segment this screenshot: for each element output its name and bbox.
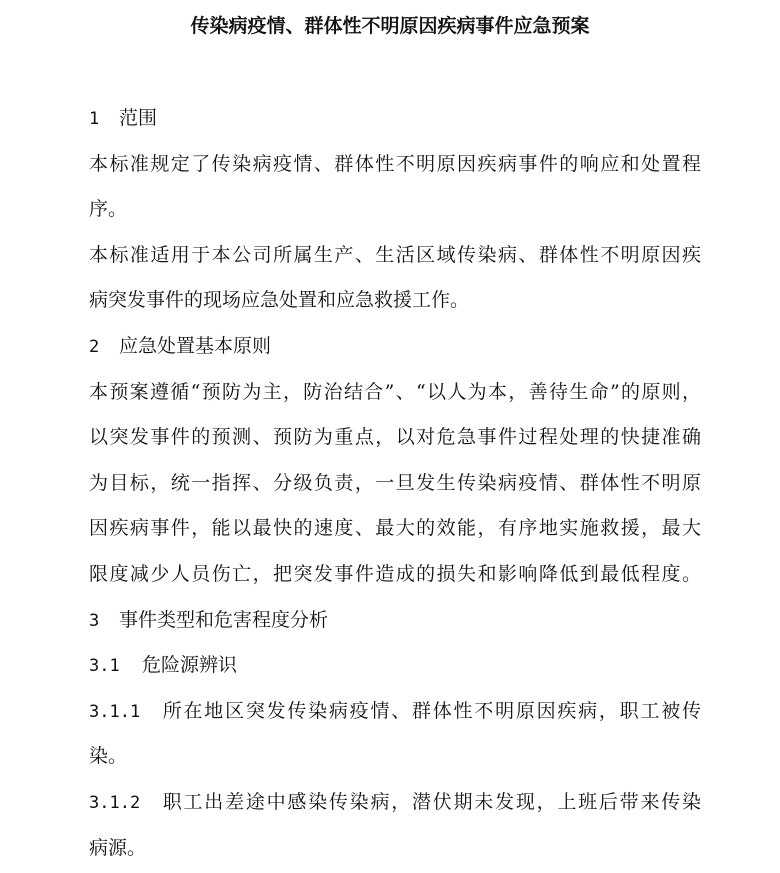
section-title: 应急处置基本原则 xyxy=(119,334,272,357)
paragraph-line: 限度减少人员伤亡，把突发事件造成的损失和影响降低到最低程度。 xyxy=(89,562,701,585)
section-title: 事件类型和危害程度分析 xyxy=(119,608,329,631)
paragraph-line: 染。 xyxy=(89,745,128,768)
paragraph-line: 为目标，统一指挥、分级负责，一旦发生传染病疫情、群体性不明原 xyxy=(89,471,701,494)
paragraph-line: 本标准适用于本公司所属生产、生活区域传染病、群体性不明原因疾 xyxy=(89,243,701,266)
document-body xyxy=(89,96,701,871)
paragraph-line: 以突发事件的预测、预防为重点，以对危急事件过程处理的快捷准确 xyxy=(89,426,701,449)
paragraph-line: 病源。 xyxy=(89,836,147,859)
paragraph-line: 序。 xyxy=(89,198,128,221)
clause-3-1-1 xyxy=(89,689,701,735)
section-2-heading xyxy=(89,324,701,370)
section-3-1-heading xyxy=(89,643,701,689)
clause-text: 所在地区突发传染病疫情、群体性不明原因疾病，职工被传 xyxy=(161,699,701,722)
section-title: 范围 xyxy=(119,107,158,129)
paragraph-line: 因疾病事件，能以最快的速度、最大的效能，有序地实施救援，最大 xyxy=(89,517,701,540)
clause-number: 3.1.1 xyxy=(89,701,141,722)
clause-3-1-2 xyxy=(89,780,701,826)
clause-text: 职工出差途中感染传染病，潜伏期未发现，上班后带来传染 xyxy=(161,790,701,813)
document-title: 传染病疫情、群体性不明原因疾病事件应急预案 xyxy=(190,15,590,37)
section-1-heading xyxy=(89,96,701,142)
section-number: 3.1 xyxy=(89,656,120,677)
section-3-heading xyxy=(89,598,701,644)
clause-number: 3.1.2 xyxy=(89,792,141,813)
section-number: 1 xyxy=(89,109,100,129)
paragraph-line: 本预案遵循“预防为主，防治结合”、“以人为本，善待生命”的原则， xyxy=(89,380,701,403)
section-title: 危险源辨识 xyxy=(142,654,238,677)
paragraph-line: 病突发事件的现场应急处置和应急救援工作。 xyxy=(89,289,470,312)
section-number: 3 xyxy=(89,610,100,631)
section-number: 2 xyxy=(89,336,100,357)
paragraph-line: 本标准规定了传染病疫情、群体性不明原因疾病事件的响应和处置程 xyxy=(89,152,701,175)
